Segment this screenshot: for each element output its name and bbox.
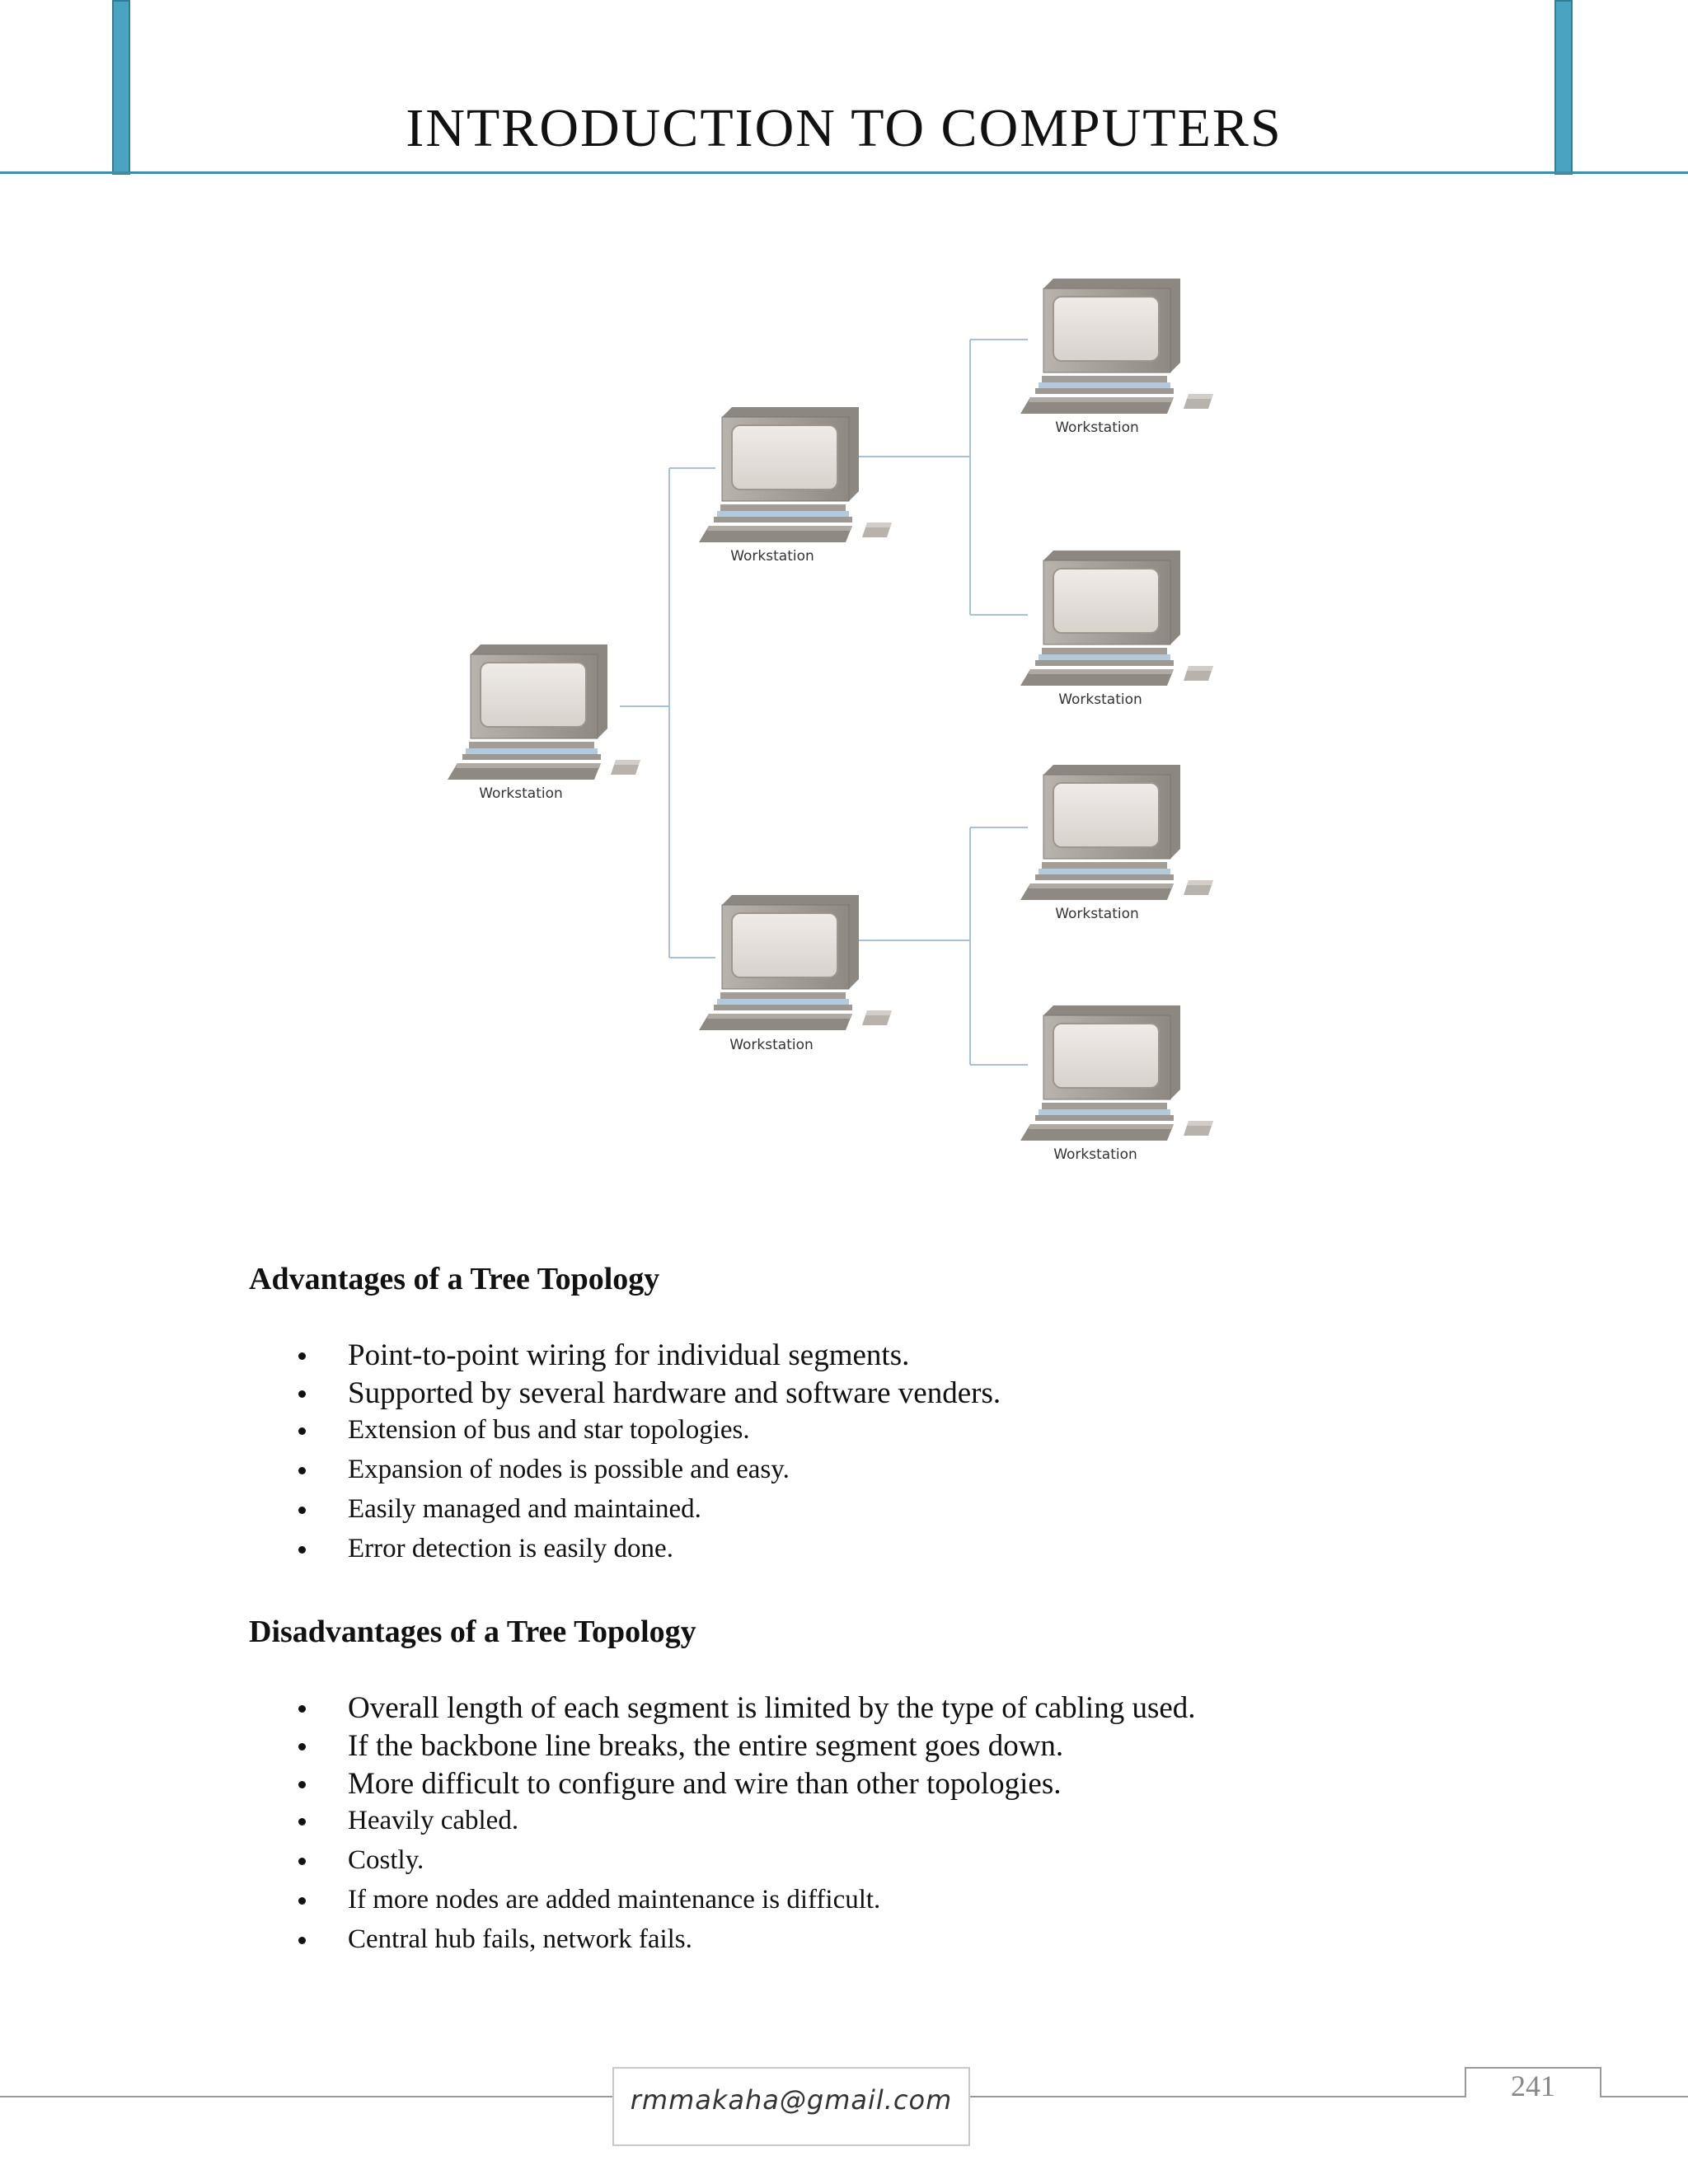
- footer-rule-left: [0, 2096, 614, 2097]
- bullet-icon: [298, 1352, 306, 1360]
- workstation-icon: [448, 644, 640, 780]
- bullet-icon: [298, 1546, 306, 1554]
- advantages-list: [288, 1340, 1001, 1563]
- workstation-mid-top: [699, 407, 892, 565]
- bullet-icon: [298, 1858, 306, 1865]
- workstation-icon: [1020, 279, 1213, 414]
- workstation-label: Workstation: [729, 1037, 814, 1053]
- list-item-text: Expansion of nodes is possible and easy.: [348, 1455, 790, 1484]
- workstation-label: Workstation: [1053, 1146, 1137, 1163]
- footer-rule-right: [1600, 2096, 1688, 2097]
- workstation-mid-bottom: [699, 895, 892, 1053]
- advantages-heading: Advantages of a Tree Topology: [249, 1262, 660, 1296]
- list-item: [288, 1807, 1196, 1835]
- bullet-icon: [298, 1390, 306, 1398]
- page-number: 241: [1511, 2069, 1555, 2102]
- list-item: [288, 1731, 1196, 1761]
- list-item-text: More difficult to configure and wire than other topologies.: [348, 1767, 1062, 1801]
- list-item: [288, 1378, 1001, 1408]
- footer-email: rmmakaha@gmail.com: [612, 2067, 970, 2146]
- list-item-text: Extension of bus and star topologies.: [348, 1415, 750, 1445]
- list-item: [288, 1769, 1196, 1799]
- bullet-icon: [298, 1427, 306, 1435]
- list-item: [288, 1886, 1196, 1914]
- bullet-icon: [298, 1937, 306, 1944]
- workstation-label: Workstation: [1058, 691, 1142, 708]
- workstation-icon: [1020, 1005, 1213, 1141]
- list-item: [288, 1926, 1196, 1953]
- list-item-text: Supported by several hardware and software venders.: [348, 1376, 1001, 1410]
- workstation-label: Workstation: [1055, 419, 1139, 436]
- list-item: [288, 1340, 1001, 1371]
- list-item-text: Costly.: [348, 1845, 424, 1875]
- footer-rule-middle: [968, 2096, 1466, 2097]
- page-title: INTRODUCTION TO COMPUTERS: [406, 98, 1282, 158]
- list-item-text: Heavily cabled.: [348, 1806, 519, 1835]
- bullet-icon: [298, 1467, 306, 1474]
- list-item-text: If more nodes are added maintenance is difficult.: [348, 1885, 881, 1915]
- list-item-text: Error detection is easily done.: [348, 1534, 673, 1563]
- bullet-icon: [298, 1897, 306, 1905]
- list-item: [288, 1535, 1001, 1563]
- list-item: [288, 1847, 1196, 1874]
- bullet-icon: [298, 1507, 306, 1514]
- workstation-label: Workstation: [730, 548, 814, 565]
- workstation-root: [448, 644, 640, 802]
- workstation-icon: [1020, 551, 1213, 686]
- bullet-icon: [298, 1781, 306, 1788]
- list-item: [288, 1693, 1196, 1723]
- workstation-icon: [699, 407, 892, 542]
- disadvantages-heading: Disadvantages of a Tree Topology: [249, 1615, 696, 1649]
- bullet-icon: [298, 1818, 306, 1825]
- workstation-icon: [699, 895, 892, 1030]
- disadvantages-list: [288, 1693, 1196, 1953]
- list-item-text: Point-to-point wiring for individual segments.: [348, 1338, 910, 1372]
- bullet-icon: [298, 1743, 306, 1750]
- workstation-leaf-3: [1020, 765, 1213, 922]
- list-item-text: Central hub fails, network fails.: [348, 1924, 692, 1954]
- list-item-text: Overall length of each segment is limited by the type of cabling used.: [348, 1691, 1196, 1725]
- workstation-leaf-1: [1020, 279, 1213, 436]
- list-item: [288, 1456, 1001, 1483]
- workstation-label: Workstation: [1055, 906, 1139, 922]
- list-item-text: If the backbone line breaks, the entire segment goes down.: [348, 1729, 1064, 1763]
- workstation-label: Workstation: [479, 785, 563, 802]
- workstation-leaf-4: [1020, 1005, 1213, 1163]
- workstation-icon: [1020, 765, 1213, 900]
- bullet-icon: [298, 1705, 306, 1713]
- workstation-leaf-2: [1020, 551, 1213, 708]
- list-item-text: Easily managed and maintained.: [348, 1494, 701, 1524]
- list-item: [288, 1496, 1001, 1523]
- list-item: [288, 1417, 1001, 1444]
